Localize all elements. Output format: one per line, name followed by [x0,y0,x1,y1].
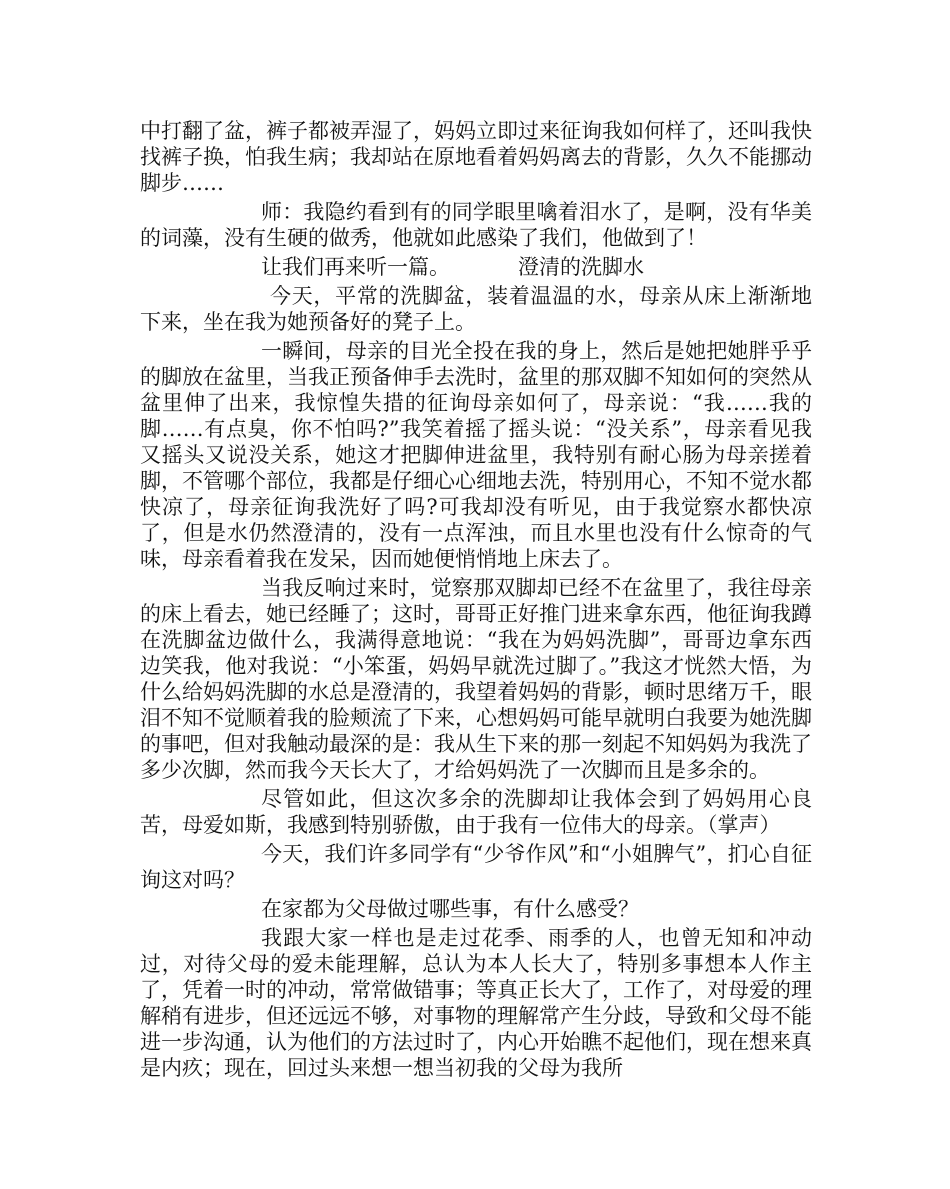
intro-text: 让我们再来听一篇。 [261,255,450,279]
paragraph-7: 在家都为父母做过哪些事，有什么感受？ [261,897,639,921]
paragraph-4: 当我反响过来时，觉察那双脚却已经不在盆里了，我往母亲的床上看去，她已经睡了；这时，哥哥正好推门进来拿东西，他征询我蹲在洗脚盆边做什么，我满得意地说：“我在为妈妈洗脚”，哥哥边拿东西边笑我，他对我说：“小笨蛋，妈妈早就洗过脚了。”我这才恍然大悟，为什么给妈妈洗脚的水总是澄清的，我望着妈妈的背影，顿时思绪万千，眼泪不知不觉顺着我的脸颊流了下来，心想妈妈可能早就明白我要为她洗脚的事吧，但对我触动最深的是：我从生下来的那一刻起不知妈妈为我洗了多少次脚，然而我今天长大了，才给妈妈洗了一次脚而且是多余的。 [140,576,812,782]
document-page [140,118,812,1084]
essay-title: 澄清的洗脚水 [518,255,644,279]
paragraph-6: 今天，我们许多同学有“少爷作风”和“小姐脾气”，扪心自征询这对吗？ [140,842,812,892]
paragraph-intro-line [140,254,812,280]
paragraph-8: 我跟大家一样也是走过花季、雨季的人，也曾无知和冲动过，对待父母的爱未能理解，总认为本人长大了，特别多事想本人作主了，凭着一时的冲动，常常做错事；等真正长大了，工作了，对母爱的理解稍有进步，但还远远不够，对事物的理解常产生分歧，导致和父母不能进一步沟通，认为他们的方法过时了，内心开始瞧不起他们，现在想来真是内疚；现在，回过头来想一想当初我的父母为我所 [140,926,812,1080]
paragraph-1: 中打翻了盆，裤子都被弄湿了，妈妈立即过来征询我如何样了，还叫我快找裤子换，怕我生病；我却站在原地看着妈妈离去的背影，久久不能挪动脚步…… [140,119,812,195]
paragraph-2: 今天，平常的洗脚盆，装着温温的水，母亲从床上渐渐地下来，坐在我为她预备好的凳子上。 [140,284,812,334]
paragraph-teacher-comment: 师：我隐约看到有的同学眼里噙着泪水了，是啊，没有华美的词藻，没有生硬的做秀，他就如此感染了我们，他做到了！ [140,200,812,250]
paragraph-5: 尽管如此，但这次多余的洗脚却让我体会到了妈妈用心良苦，母爱如斯，我感到特别骄傲，由于我有一位伟大的母亲。（掌声） [140,787,812,837]
paragraph-3: 一瞬间，母亲的目光全投在我的身上，然后是她把她胖乎乎的脚放在盆里，当我正预备伸手去洗时，盆里的那双脚不知如何的突然从盆里伸了出来，我惊惶失措的征询母亲如何了，母亲说：“我……我的脚……有点臭，你不怕吗?”我笑着摇了摇头说：“没关系”，母亲看见我又摇头又说没关系，她这才把脚伸进盆里，我特别有耐心肠为母亲搓着脚，不管哪个部位，我都是仔细心心细地去洗，特别用心，不知不觉水都快凉了，母亲征询我洗好了吗?可我却没有听见，由于我觉察水都快凉了，但是水仍然澄清的，没有一点浑浊，而且水里也没有什么惊奇的气味，母亲看着我在发呆，因而她便悄悄地上床去了。 [140,339,812,571]
